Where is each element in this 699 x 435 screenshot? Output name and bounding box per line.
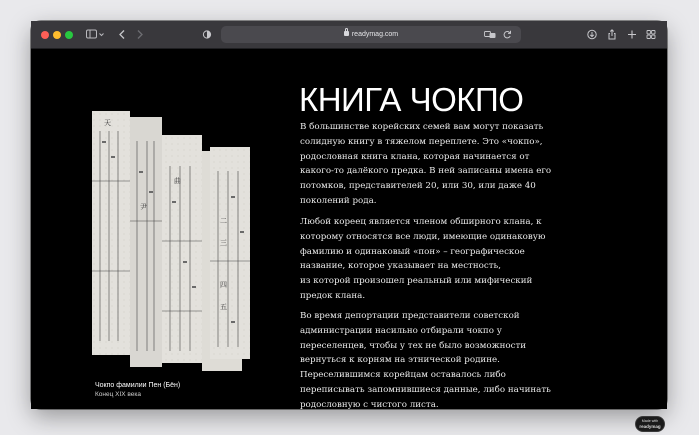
paragraph-line: родословную с чистого листа.	[300, 399, 439, 410]
book-glyph-7: 尹	[140, 203, 147, 211]
paragraph-line: вернуться к корням на этнической родине.	[300, 355, 500, 366]
paragraph-line: родословная книга клана, которая начинается от	[300, 151, 530, 162]
zoom-window-button[interactable]	[65, 31, 73, 39]
reload-icon[interactable]	[501, 27, 513, 42]
paragraph-line: переселенцев, чтобы у тех не было возможности	[300, 340, 527, 351]
book-glyph-4: 四	[220, 281, 227, 289]
image-subcaption: Конец XIX века	[95, 391, 142, 398]
download-icon[interactable]	[586, 27, 598, 42]
made-with-readymag-badge[interactable]	[635, 416, 665, 432]
sidebar-icon[interactable]	[85, 27, 107, 42]
browser-toolbar	[31, 21, 667, 49]
paragraph-line: солидную книгу в тяжелом переплете. Это «чокпо»,	[300, 136, 543, 147]
book-glyph-1: 天	[104, 119, 111, 127]
chevron-right-icon[interactable]	[134, 27, 146, 42]
chokpo-book-image	[92, 111, 268, 371]
paragraph-line: потомков, представителей 20, или 30, или даже 40	[300, 181, 536, 192]
plus-icon[interactable]	[626, 27, 638, 42]
paragraph-line: В большинстве корейских семей вам могут показать	[300, 122, 544, 132]
paragraph-line: предок клана.	[300, 290, 366, 301]
minimize-window-button[interactable]	[53, 31, 61, 39]
paragraph-line: фамилию и одинаковый «пон» – географическое	[300, 246, 525, 257]
paragraph-line: название, которое указывает на местность,	[300, 261, 502, 272]
paragraph-1	[300, 120, 620, 209]
image-caption: Чокпо фамилии Пен (Бён)	[95, 382, 181, 389]
paragraph-line: Переселившимся корейцам оставалось либо	[300, 370, 506, 381]
paragraph-line: которому относятся все люди, имеющие одинаковую	[300, 231, 546, 242]
book-glyph-3: 三	[220, 239, 227, 247]
paragraph-line: поколений рода.	[300, 195, 377, 206]
url-text: readymag.com	[351, 31, 399, 38]
book-glyph-2: 二	[220, 217, 227, 225]
paragraph-line: какого-то далёкого предка. В ней записаны имена его	[300, 166, 552, 177]
paragraph-3	[300, 309, 620, 413]
close-window-button[interactable]	[41, 31, 49, 39]
tab-overview-icon[interactable]	[645, 27, 657, 42]
paragraph-line: из которой произошел реальный или мифический	[300, 276, 533, 287]
book-glyph-6: 曲	[174, 177, 181, 185]
address-bar[interactable]	[221, 26, 521, 43]
translate-icon[interactable]	[483, 27, 497, 42]
badge-top-text: Made with	[641, 419, 659, 423]
paragraph-2	[300, 215, 620, 304]
page-content	[31, 49, 667, 429]
paragraph-line: переписывать запомнившиеся данные, либо начинать	[300, 384, 551, 395]
paragraph-line: Во время депортации представители советской	[300, 311, 520, 321]
paragraph-line: Любой кореец является членом обширного клана, к	[300, 217, 542, 227]
book-glyph-5: 五	[220, 303, 227, 311]
share-icon[interactable]	[606, 27, 618, 42]
paragraph-line: администрации насильно отбирали чокпо у	[300, 325, 502, 336]
chevron-left-icon[interactable]	[116, 27, 128, 42]
browser-window	[31, 21, 667, 429]
page-title: КНИГА ЧОКПО	[299, 81, 524, 118]
address-text-wrap	[221, 26, 521, 43]
lock-icon	[344, 31, 349, 36]
shield-icon[interactable]	[201, 27, 213, 42]
badge-brand-text: readymag	[639, 424, 661, 429]
